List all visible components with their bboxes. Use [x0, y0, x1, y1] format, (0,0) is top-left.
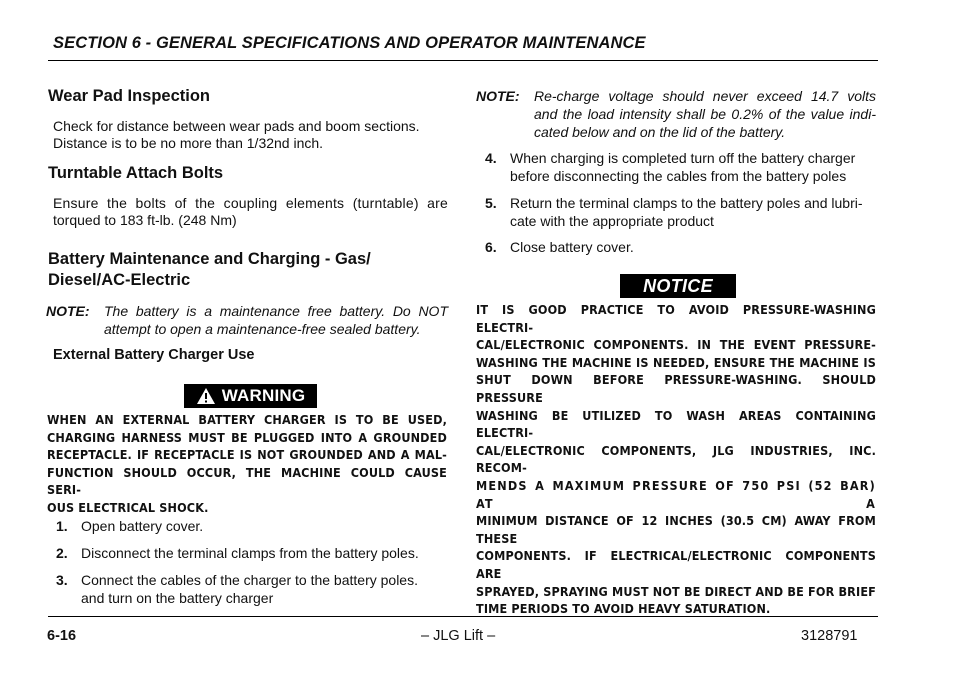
- note-label: NOTE:: [476, 88, 520, 104]
- step-text: When charging is completed turn off the battery charger: [510, 150, 856, 166]
- warning-line: WHEN AN EXTERNAL BATTERY CHARGER IS TO BE USED,: [47, 412, 447, 427]
- turntable-text: [53, 195, 448, 229]
- note-line: and the load intensity shall be 0.2% of the value indi-: [534, 106, 876, 122]
- step-item: [56, 571, 448, 607]
- wear-pad-line: Check for distance between wear pads and boom sections.: [53, 118, 420, 134]
- note-line: attempt to open a maintenance-free sealed battery.: [104, 321, 421, 337]
- notice-text: [476, 301, 876, 618]
- warning-line: OUS ELECTRICAL SHOCK.: [47, 499, 209, 515]
- recharge-note: [476, 87, 876, 141]
- notice-line: IT IS GOOD PRACTICE TO AVOID PRESSURE-WASHING ELECTRI-: [476, 302, 876, 335]
- warning-label: WARNING: [221, 386, 306, 405]
- step-item: [485, 194, 877, 230]
- wear-pad-text: [53, 118, 448, 152]
- step-number: 5.: [485, 195, 497, 211]
- step-number: 6.: [485, 239, 497, 255]
- turntable-line: Ensure the bolts of the coupling elements (turntable) are: [53, 195, 448, 211]
- warning-line: FUNCTION SHOULD OCCUR, THE MACHINE COULD CAUSE SERI-: [47, 464, 447, 498]
- step-text: before disconnecting the cables from the battery poles: [510, 168, 847, 184]
- section-title: SECTION 6 - GENERAL SPECIFICATIONS AND OPERATOR MAINTENANCE: [53, 34, 646, 52]
- step-text: Return the terminal clamps to the battery poles and lubri-: [510, 195, 863, 211]
- step-item: [56, 517, 448, 535]
- notice-line: TIME PERIODS TO AVOID HEAVY SATURATION.: [476, 601, 771, 617]
- battery-heading-line: Battery Maintenance and Charging - Gas/: [48, 250, 371, 268]
- wear-pad-heading: Wear Pad Inspection: [48, 87, 210, 105]
- footer-rule: [48, 616, 878, 617]
- note-line: cated below and on the lid of the battery.: [534, 124, 786, 140]
- step-item: [485, 238, 877, 256]
- notice-banner: NOTICE: [620, 274, 736, 298]
- step-number: 3.: [56, 572, 68, 588]
- battery-note: [46, 302, 448, 338]
- notice-line: SPRAYED, SPRAYING MUST NOT BE DIRECT AND BE FOR BRIEF: [476, 583, 876, 599]
- warning-banner: [184, 384, 317, 408]
- step-text: and turn on the battery charger: [81, 590, 274, 606]
- footer-center: – JLG Lift –: [421, 628, 496, 644]
- doc-number: 3128791: [801, 628, 858, 644]
- warning-line: RECEPTACLE. IF RECEPTACLE IS NOT GROUNDED AND A MAL-: [47, 447, 447, 463]
- note-label: NOTE:: [46, 303, 90, 319]
- step-number: 2.: [56, 545, 68, 561]
- step-text: cate with the appropriate product: [510, 213, 714, 229]
- warning-triangle-icon: [196, 387, 216, 405]
- notice-line: MENDS A MAXIMUM PRESSURE OF 750 PSI (52 BAR) AT A: [476, 477, 876, 511]
- warning-text: [47, 411, 447, 517]
- notice-line: WASHING BE UTILIZED TO WASH AREAS CONTAINING ELECTRI-: [476, 407, 876, 441]
- warning-line: CHARGING HARNESS MUST BE PLUGGED INTO A GROUNDED: [47, 429, 447, 445]
- notice-line: CAL/ELECTRONIC COMPONENTS, JLG INDUSTRIES, INC. RECOM-: [476, 442, 876, 476]
- step-item: [485, 149, 877, 185]
- step-text: Connect the cables of the charger to the battery poles.: [81, 572, 418, 588]
- step-item: [56, 544, 448, 562]
- step-number: 1.: [56, 518, 68, 534]
- step-text: Disconnect the terminal clamps from the battery poles.: [81, 545, 419, 561]
- step-text: Open battery cover.: [81, 518, 204, 534]
- page-number: 6-16: [47, 628, 77, 644]
- turntable-line: torqued to 183 ft-lb. (248 Nm): [53, 212, 237, 228]
- notice-line: SHUT DOWN BEFORE PRESSURE-WASHING. SHOULD PRESSURE: [476, 372, 876, 405]
- notice-line: WASHING THE MACHINE IS NEEDED, ENSURE THE MACHINE IS: [476, 354, 876, 370]
- step-text: Close battery cover.: [510, 239, 634, 255]
- wear-pad-line: Distance is to be no more than 1/32nd inch.: [53, 135, 324, 151]
- charger-heading: External Battery Charger Use: [53, 347, 255, 363]
- notice-line: COMPONENTS. IF ELECTRICAL/ELECTRONIC COMPONENTS ARE: [476, 548, 876, 581]
- battery-heading-line: Diesel/AC-Electric: [48, 271, 191, 289]
- note-line: The battery is a maintenance free battery. Do NOT: [104, 303, 448, 319]
- header-rule: [48, 60, 878, 61]
- battery-heading: [48, 249, 371, 291]
- notice-line: MINIMUM DISTANCE OF 12 INCHES (30.5 CM) AWAY FROM THESE: [476, 513, 876, 546]
- notice-line: CAL/ELECTRONIC COMPONENTS. IN THE EVENT PRESSURE-: [476, 337, 876, 353]
- note-line: Re-charge voltage should never exceed 14.7 volts: [534, 88, 876, 104]
- turntable-heading: Turntable Attach Bolts: [48, 164, 224, 182]
- step-number: 4.: [485, 150, 497, 166]
